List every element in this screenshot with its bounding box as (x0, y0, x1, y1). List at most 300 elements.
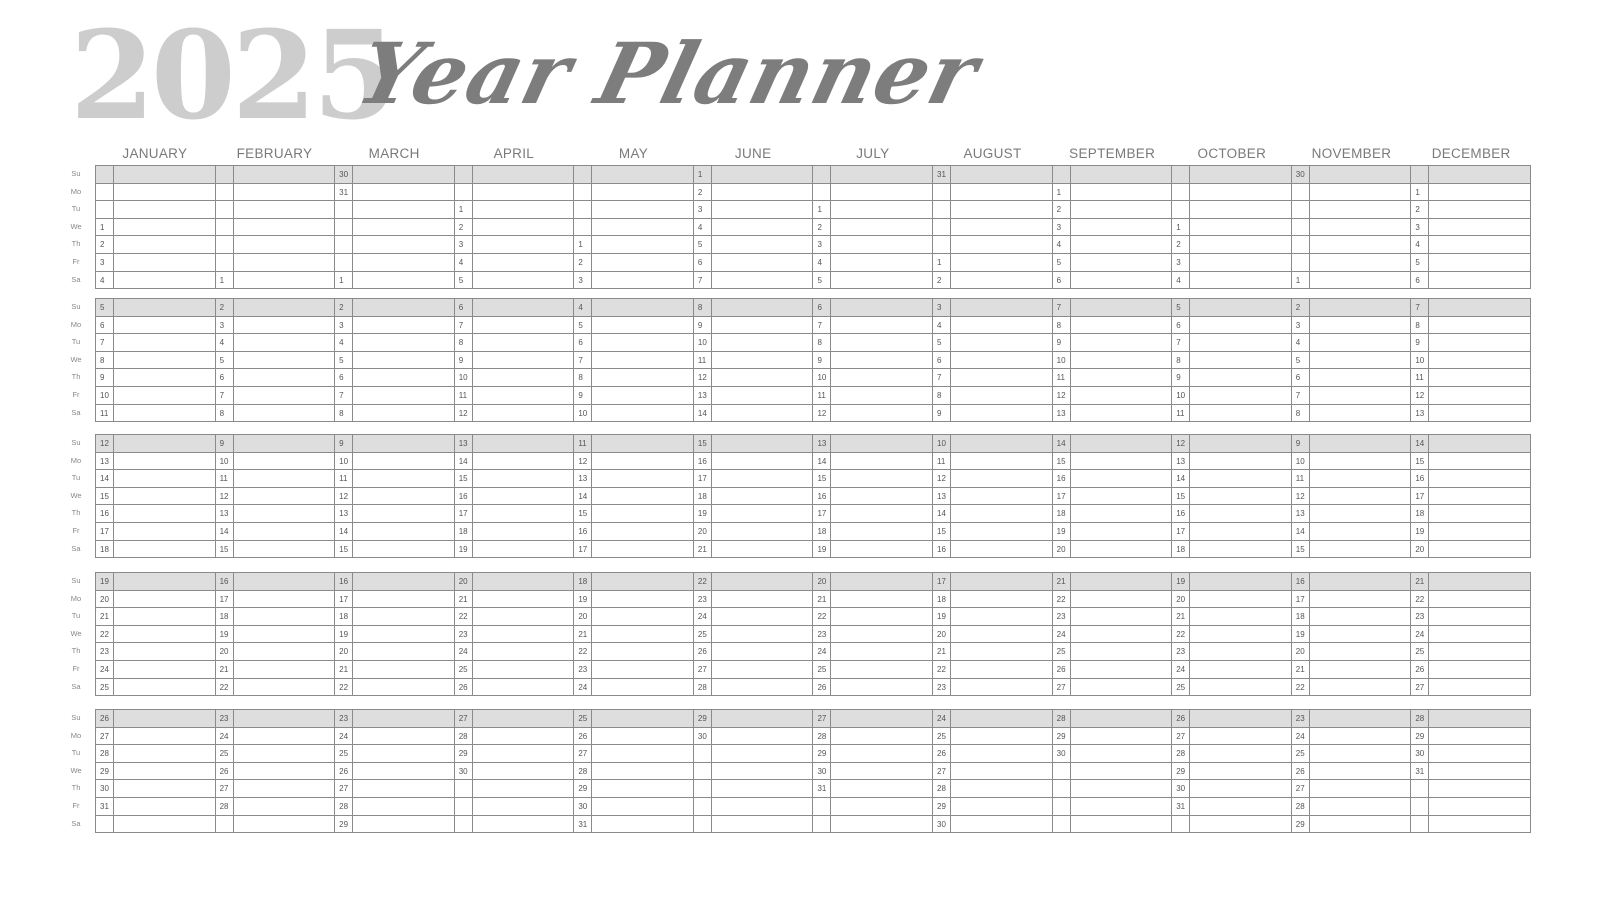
note-cell[interactable] (592, 470, 694, 488)
note-cell[interactable] (234, 679, 336, 697)
note-cell[interactable] (353, 435, 455, 453)
note-cell[interactable] (234, 505, 336, 523)
note-cell[interactable] (1190, 201, 1292, 219)
note-cell[interactable] (1429, 236, 1531, 254)
note-cell[interactable] (1071, 201, 1173, 219)
note-cell[interactable] (1071, 317, 1173, 335)
note-cell[interactable] (712, 745, 814, 763)
note-cell[interactable] (592, 488, 694, 506)
note-cell[interactable] (1310, 254, 1412, 272)
note-cell[interactable] (234, 254, 336, 272)
note-cell[interactable] (951, 453, 1053, 471)
note-cell[interactable] (592, 272, 694, 290)
note-cell[interactable] (234, 236, 336, 254)
note-cell[interactable] (951, 798, 1053, 816)
note-cell[interactable] (1190, 763, 1292, 781)
note-cell[interactable] (1310, 470, 1412, 488)
note-cell[interactable] (1071, 470, 1173, 488)
note-cell[interactable] (473, 488, 575, 506)
note-cell[interactable] (1429, 184, 1531, 202)
note-cell[interactable] (473, 219, 575, 237)
note-cell[interactable] (353, 369, 455, 387)
note-cell[interactable] (712, 470, 814, 488)
note-cell[interactable] (712, 387, 814, 405)
note-cell[interactable] (951, 679, 1053, 697)
note-cell[interactable] (1190, 780, 1292, 798)
note-cell[interactable] (1071, 710, 1173, 728)
note-cell[interactable] (1190, 435, 1292, 453)
note-cell[interactable] (473, 299, 575, 317)
note-cell[interactable] (1310, 798, 1412, 816)
note-cell[interactable] (473, 763, 575, 781)
note-cell[interactable] (353, 405, 455, 423)
note-cell[interactable] (353, 816, 455, 834)
note-cell[interactable] (473, 435, 575, 453)
note-cell[interactable] (712, 166, 814, 184)
note-cell[interactable] (712, 573, 814, 591)
note-cell[interactable] (592, 710, 694, 728)
note-cell[interactable] (712, 201, 814, 219)
note-cell[interactable] (1190, 679, 1292, 697)
note-cell[interactable] (592, 661, 694, 679)
note-cell[interactable] (1310, 488, 1412, 506)
note-cell[interactable] (712, 626, 814, 644)
note-cell[interactable] (951, 710, 1053, 728)
note-cell[interactable] (712, 710, 814, 728)
note-cell[interactable] (1310, 453, 1412, 471)
note-cell[interactable] (473, 272, 575, 290)
note-cell[interactable] (114, 745, 216, 763)
note-cell[interactable] (114, 470, 216, 488)
note-cell[interactable] (831, 763, 933, 781)
note-cell[interactable] (1310, 299, 1412, 317)
note-cell[interactable] (114, 573, 216, 591)
note-cell[interactable] (234, 608, 336, 626)
note-cell[interactable] (1429, 405, 1531, 423)
note-cell[interactable] (712, 184, 814, 202)
note-cell[interactable] (831, 541, 933, 559)
note-cell[interactable] (592, 453, 694, 471)
note-cell[interactable] (353, 184, 455, 202)
note-cell[interactable] (1429, 166, 1531, 184)
note-cell[interactable] (473, 254, 575, 272)
note-cell[interactable] (473, 387, 575, 405)
note-cell[interactable] (353, 626, 455, 644)
note-cell[interactable] (712, 435, 814, 453)
note-cell[interactable] (234, 728, 336, 746)
note-cell[interactable] (831, 679, 933, 697)
note-cell[interactable] (473, 541, 575, 559)
note-cell[interactable] (951, 236, 1053, 254)
note-cell[interactable] (234, 763, 336, 781)
note-cell[interactable] (592, 523, 694, 541)
note-cell[interactable] (831, 334, 933, 352)
note-cell[interactable] (473, 780, 575, 798)
note-cell[interactable] (592, 505, 694, 523)
note-cell[interactable] (473, 626, 575, 644)
note-cell[interactable] (1310, 369, 1412, 387)
note-cell[interactable] (592, 591, 694, 609)
note-cell[interactable] (353, 780, 455, 798)
note-cell[interactable] (1190, 405, 1292, 423)
note-cell[interactable] (1310, 643, 1412, 661)
note-cell[interactable] (234, 166, 336, 184)
note-cell[interactable] (473, 317, 575, 335)
note-cell[interactable] (831, 643, 933, 661)
note-cell[interactable] (234, 626, 336, 644)
note-cell[interactable] (1429, 201, 1531, 219)
note-cell[interactable] (592, 608, 694, 626)
note-cell[interactable] (592, 236, 694, 254)
note-cell[interactable] (592, 254, 694, 272)
note-cell[interactable] (1429, 816, 1531, 834)
note-cell[interactable] (1310, 728, 1412, 746)
note-cell[interactable] (831, 272, 933, 290)
note-cell[interactable] (1071, 435, 1173, 453)
note-cell[interactable] (1429, 679, 1531, 697)
note-cell[interactable] (353, 643, 455, 661)
note-cell[interactable] (831, 710, 933, 728)
note-cell[interactable] (1071, 387, 1173, 405)
note-cell[interactable] (712, 608, 814, 626)
note-cell[interactable] (951, 780, 1053, 798)
note-cell[interactable] (592, 405, 694, 423)
note-cell[interactable] (1190, 573, 1292, 591)
note-cell[interactable] (712, 299, 814, 317)
note-cell[interactable] (712, 405, 814, 423)
note-cell[interactable] (592, 387, 694, 405)
note-cell[interactable] (1190, 488, 1292, 506)
note-cell[interactable] (1190, 184, 1292, 202)
note-cell[interactable] (234, 488, 336, 506)
note-cell[interactable] (353, 523, 455, 541)
note-cell[interactable] (1190, 299, 1292, 317)
note-cell[interactable] (234, 387, 336, 405)
note-cell[interactable] (712, 816, 814, 834)
note-cell[interactable] (831, 352, 933, 370)
note-cell[interactable] (712, 780, 814, 798)
note-cell[interactable] (712, 317, 814, 335)
note-cell[interactable] (592, 728, 694, 746)
note-cell[interactable] (1310, 405, 1412, 423)
note-cell[interactable] (473, 453, 575, 471)
note-cell[interactable] (1429, 541, 1531, 559)
note-cell[interactable] (831, 573, 933, 591)
note-cell[interactable] (1071, 299, 1173, 317)
note-cell[interactable] (473, 679, 575, 697)
note-cell[interactable] (353, 573, 455, 591)
note-cell[interactable] (353, 236, 455, 254)
note-cell[interactable] (951, 201, 1053, 219)
note-cell[interactable] (1190, 643, 1292, 661)
note-cell[interactable] (831, 608, 933, 626)
note-cell[interactable] (951, 728, 1053, 746)
note-cell[interactable] (473, 201, 575, 219)
note-cell[interactable] (831, 470, 933, 488)
note-cell[interactable] (951, 661, 1053, 679)
note-cell[interactable] (1429, 387, 1531, 405)
note-cell[interactable] (951, 523, 1053, 541)
note-cell[interactable] (1071, 523, 1173, 541)
note-cell[interactable] (951, 591, 1053, 609)
note-cell[interactable] (951, 334, 1053, 352)
note-cell[interactable] (592, 352, 694, 370)
note-cell[interactable] (1190, 728, 1292, 746)
note-cell[interactable] (1429, 780, 1531, 798)
note-cell[interactable] (114, 661, 216, 679)
note-cell[interactable] (831, 591, 933, 609)
note-cell[interactable] (353, 763, 455, 781)
note-cell[interactable] (1071, 254, 1173, 272)
note-cell[interactable] (353, 254, 455, 272)
note-cell[interactable] (1429, 608, 1531, 626)
note-cell[interactable] (473, 816, 575, 834)
note-cell[interactable] (1310, 780, 1412, 798)
note-cell[interactable] (951, 254, 1053, 272)
note-cell[interactable] (592, 435, 694, 453)
note-cell[interactable] (473, 505, 575, 523)
note-cell[interactable] (353, 591, 455, 609)
note-cell[interactable] (353, 745, 455, 763)
note-cell[interactable] (114, 166, 216, 184)
note-cell[interactable] (592, 334, 694, 352)
note-cell[interactable] (1190, 387, 1292, 405)
note-cell[interactable] (1429, 369, 1531, 387)
note-cell[interactable] (1190, 505, 1292, 523)
note-cell[interactable] (234, 780, 336, 798)
note-cell[interactable] (234, 352, 336, 370)
note-cell[interactable] (951, 369, 1053, 387)
note-cell[interactable] (1429, 470, 1531, 488)
note-cell[interactable] (951, 352, 1053, 370)
note-cell[interactable] (234, 523, 336, 541)
note-cell[interactable] (1190, 798, 1292, 816)
note-cell[interactable] (234, 816, 336, 834)
note-cell[interactable] (831, 745, 933, 763)
note-cell[interactable] (831, 254, 933, 272)
note-cell[interactable] (951, 317, 1053, 335)
note-cell[interactable] (1429, 317, 1531, 335)
note-cell[interactable] (114, 505, 216, 523)
note-cell[interactable] (353, 272, 455, 290)
note-cell[interactable] (473, 798, 575, 816)
note-cell[interactable] (712, 541, 814, 559)
note-cell[interactable] (951, 643, 1053, 661)
note-cell[interactable] (831, 661, 933, 679)
note-cell[interactable] (1310, 541, 1412, 559)
note-cell[interactable] (592, 317, 694, 335)
note-cell[interactable] (1071, 573, 1173, 591)
note-cell[interactable] (1190, 317, 1292, 335)
note-cell[interactable] (712, 643, 814, 661)
note-cell[interactable] (1190, 272, 1292, 290)
note-cell[interactable] (1190, 745, 1292, 763)
note-cell[interactable] (1310, 219, 1412, 237)
note-cell[interactable] (1310, 710, 1412, 728)
note-cell[interactable] (831, 780, 933, 798)
note-cell[interactable] (712, 505, 814, 523)
note-cell[interactable] (473, 236, 575, 254)
note-cell[interactable] (114, 608, 216, 626)
note-cell[interactable] (1310, 236, 1412, 254)
note-cell[interactable] (1310, 816, 1412, 834)
note-cell[interactable] (1310, 317, 1412, 335)
note-cell[interactable] (114, 488, 216, 506)
note-cell[interactable] (951, 435, 1053, 453)
note-cell[interactable] (353, 219, 455, 237)
note-cell[interactable] (712, 679, 814, 697)
note-cell[interactable] (1429, 523, 1531, 541)
note-cell[interactable] (831, 219, 933, 237)
note-cell[interactable] (592, 745, 694, 763)
note-cell[interactable] (234, 272, 336, 290)
note-cell[interactable] (712, 488, 814, 506)
note-cell[interactable] (473, 643, 575, 661)
note-cell[interactable] (1310, 661, 1412, 679)
note-cell[interactable] (114, 728, 216, 746)
note-cell[interactable] (234, 334, 336, 352)
note-cell[interactable] (1071, 798, 1173, 816)
note-cell[interactable] (1071, 591, 1173, 609)
note-cell[interactable] (114, 299, 216, 317)
note-cell[interactable] (1429, 453, 1531, 471)
note-cell[interactable] (592, 679, 694, 697)
note-cell[interactable] (1429, 643, 1531, 661)
note-cell[interactable] (1190, 816, 1292, 834)
note-cell[interactable] (114, 591, 216, 609)
note-cell[interactable] (592, 184, 694, 202)
note-cell[interactable] (1190, 334, 1292, 352)
note-cell[interactable] (1071, 626, 1173, 644)
note-cell[interactable] (831, 626, 933, 644)
note-cell[interactable] (1429, 661, 1531, 679)
note-cell[interactable] (831, 387, 933, 405)
note-cell[interactable] (1429, 488, 1531, 506)
note-cell[interactable] (234, 573, 336, 591)
note-cell[interactable] (353, 661, 455, 679)
note-cell[interactable] (1071, 272, 1173, 290)
note-cell[interactable] (1310, 591, 1412, 609)
note-cell[interactable] (114, 405, 216, 423)
note-cell[interactable] (1310, 334, 1412, 352)
note-cell[interactable] (1429, 254, 1531, 272)
note-cell[interactable] (1429, 352, 1531, 370)
note-cell[interactable] (592, 299, 694, 317)
note-cell[interactable] (1190, 626, 1292, 644)
note-cell[interactable] (1071, 369, 1173, 387)
note-cell[interactable] (114, 236, 216, 254)
note-cell[interactable] (1310, 184, 1412, 202)
note-cell[interactable] (1071, 236, 1173, 254)
note-cell[interactable] (831, 405, 933, 423)
note-cell[interactable] (592, 798, 694, 816)
note-cell[interactable] (1071, 405, 1173, 423)
note-cell[interactable] (592, 816, 694, 834)
note-cell[interactable] (473, 745, 575, 763)
note-cell[interactable] (1190, 608, 1292, 626)
note-cell[interactable] (951, 184, 1053, 202)
note-cell[interactable] (234, 661, 336, 679)
note-cell[interactable] (353, 387, 455, 405)
note-cell[interactable] (712, 369, 814, 387)
note-cell[interactable] (951, 219, 1053, 237)
note-cell[interactable] (1310, 352, 1412, 370)
note-cell[interactable] (1071, 166, 1173, 184)
note-cell[interactable] (1310, 435, 1412, 453)
note-cell[interactable] (1429, 299, 1531, 317)
note-cell[interactable] (592, 780, 694, 798)
note-cell[interactable] (473, 608, 575, 626)
note-cell[interactable] (1190, 236, 1292, 254)
note-cell[interactable] (473, 352, 575, 370)
note-cell[interactable] (114, 317, 216, 335)
note-cell[interactable] (353, 317, 455, 335)
note-cell[interactable] (951, 541, 1053, 559)
note-cell[interactable] (1071, 608, 1173, 626)
note-cell[interactable] (234, 405, 336, 423)
note-cell[interactable] (353, 798, 455, 816)
note-cell[interactable] (114, 184, 216, 202)
note-cell[interactable] (1190, 541, 1292, 559)
note-cell[interactable] (473, 523, 575, 541)
note-cell[interactable] (1429, 573, 1531, 591)
note-cell[interactable] (951, 387, 1053, 405)
note-cell[interactable] (353, 166, 455, 184)
note-cell[interactable] (1190, 166, 1292, 184)
note-cell[interactable] (951, 488, 1053, 506)
note-cell[interactable] (234, 201, 336, 219)
note-cell[interactable] (951, 745, 1053, 763)
note-cell[interactable] (951, 763, 1053, 781)
note-cell[interactable] (1310, 201, 1412, 219)
note-cell[interactable] (1429, 334, 1531, 352)
note-cell[interactable] (114, 387, 216, 405)
note-cell[interactable] (1071, 334, 1173, 352)
note-cell[interactable] (712, 728, 814, 746)
note-cell[interactable] (234, 541, 336, 559)
note-cell[interactable] (1071, 352, 1173, 370)
note-cell[interactable] (951, 608, 1053, 626)
note-cell[interactable] (1429, 763, 1531, 781)
note-cell[interactable] (234, 591, 336, 609)
note-cell[interactable] (1190, 219, 1292, 237)
note-cell[interactable] (234, 453, 336, 471)
note-cell[interactable] (353, 488, 455, 506)
note-cell[interactable] (234, 710, 336, 728)
note-cell[interactable] (712, 219, 814, 237)
note-cell[interactable] (114, 254, 216, 272)
note-cell[interactable] (831, 201, 933, 219)
note-cell[interactable] (831, 453, 933, 471)
note-cell[interactable] (1190, 369, 1292, 387)
note-cell[interactable] (114, 334, 216, 352)
note-cell[interactable] (353, 299, 455, 317)
note-cell[interactable] (1310, 166, 1412, 184)
note-cell[interactable] (831, 816, 933, 834)
note-cell[interactable] (114, 798, 216, 816)
note-cell[interactable] (951, 505, 1053, 523)
note-cell[interactable] (1429, 219, 1531, 237)
note-cell[interactable] (1071, 679, 1173, 697)
note-cell[interactable] (353, 505, 455, 523)
note-cell[interactable] (592, 541, 694, 559)
note-cell[interactable] (712, 236, 814, 254)
note-cell[interactable] (114, 816, 216, 834)
note-cell[interactable] (353, 728, 455, 746)
note-cell[interactable] (712, 591, 814, 609)
note-cell[interactable] (1429, 435, 1531, 453)
note-cell[interactable] (1310, 272, 1412, 290)
